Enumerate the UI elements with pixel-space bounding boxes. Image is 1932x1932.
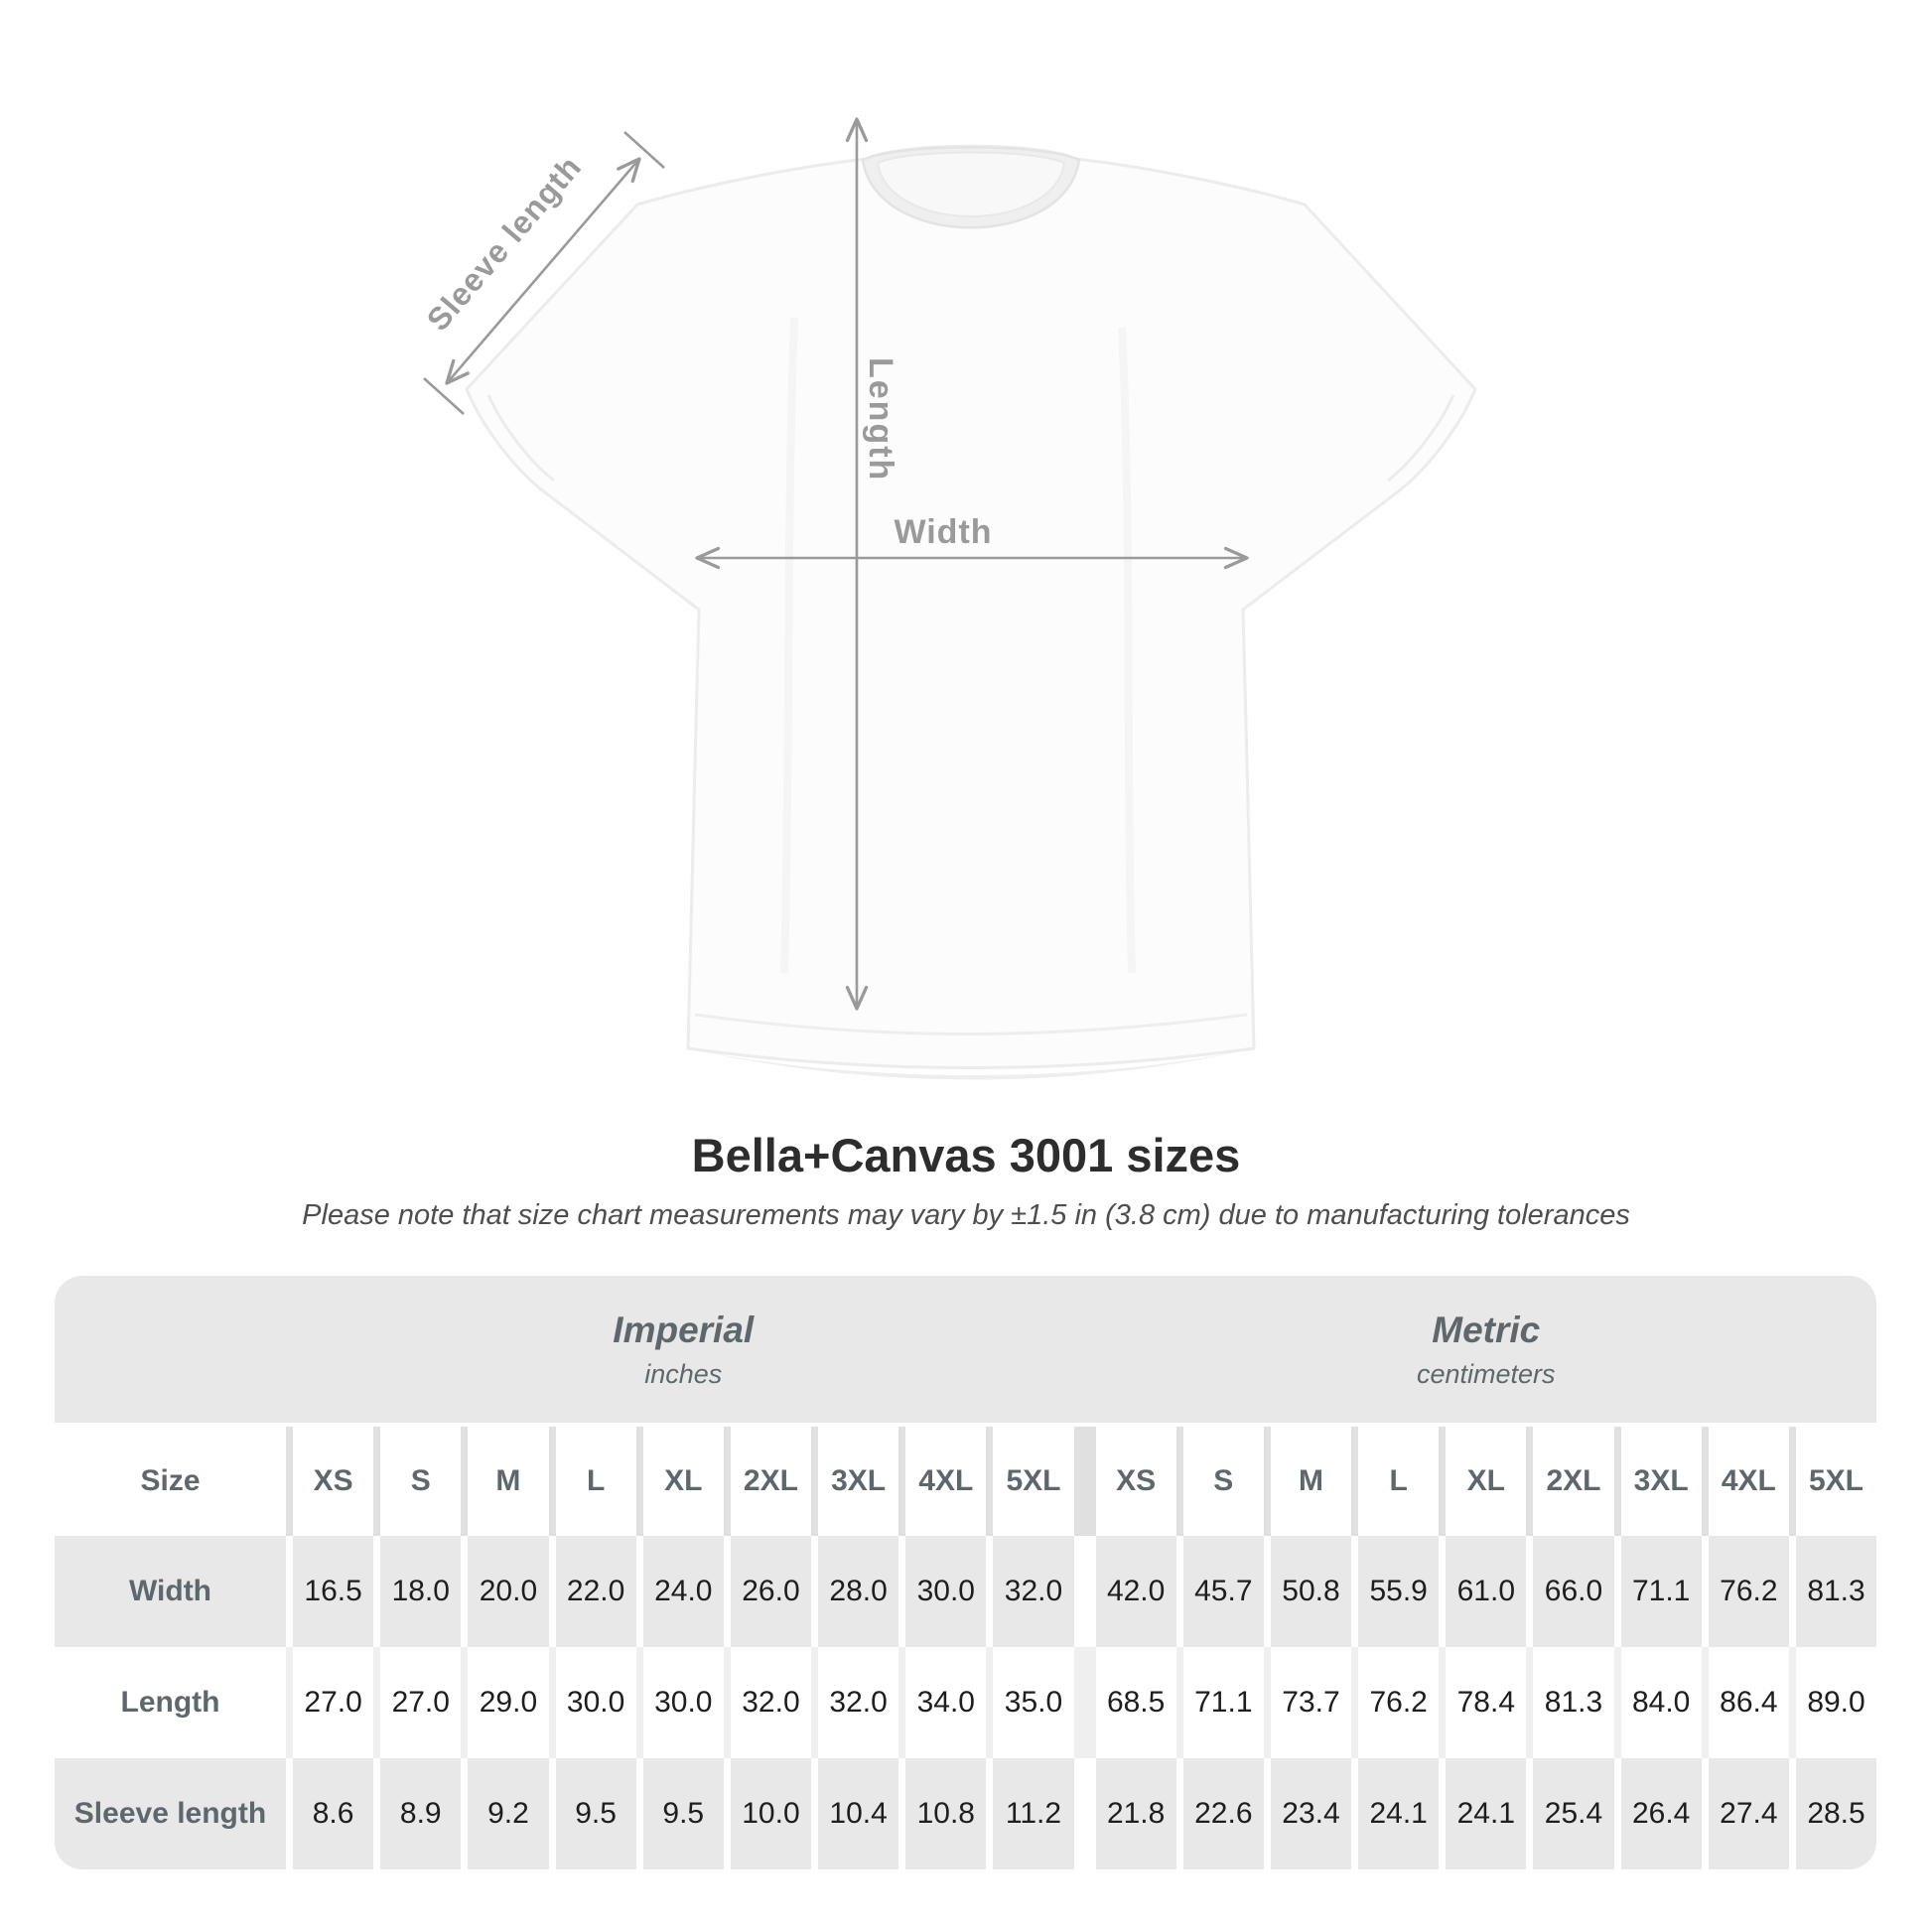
table-cell: 29.0 [468,1647,548,1758]
size-column-header: 4XL [905,1427,986,1536]
table-cell: 76.2 [1709,1536,1789,1647]
table-cell: 9.5 [556,1758,636,1869]
page-subtitle: Please note that size chart measurements may vary by ±1.5 in (3.8 cm) due to manufacturing tolerances [302,1199,1630,1231]
size-header-cell: Size [55,1427,286,1536]
table-cell: 32.0 [818,1647,898,1758]
table-cell: 22.6 [1183,1758,1264,1869]
table-cell: 16.5 [293,1536,373,1647]
table-cell: 89.0 [1796,1647,1876,1758]
table-cell: 27.0 [380,1647,461,1758]
imperial-unit: inches [644,1358,723,1389]
group-divider [1081,1647,1089,1758]
table-cell: 11.2 [993,1758,1073,1869]
table-cell: 30.0 [643,1647,724,1758]
table-cell: 27.0 [293,1647,373,1758]
table-cell: 20.0 [468,1536,548,1647]
size-column-header: 2XL [1533,1427,1613,1536]
table-cell: 24.1 [1358,1758,1439,1869]
size-column-header: 5XL [993,1427,1073,1536]
size-column-header: S [1183,1427,1264,1536]
table-cell: 22.0 [556,1536,636,1647]
imperial-header [293,1310,1074,1390]
row-label-length: Length [55,1647,286,1758]
table-cell: 78.4 [1446,1647,1526,1758]
table-cell: 10.0 [731,1758,811,1869]
size-column-header: L [556,1427,636,1536]
table-cell: 21.8 [1096,1758,1176,1869]
table-row-length [55,1647,1876,1758]
table-cell: 76.2 [1358,1647,1439,1758]
table-cell: 9.5 [643,1758,724,1869]
table-cell: 9.2 [468,1758,548,1869]
table-cell: 50.8 [1271,1536,1351,1647]
sleeve-length-label: Sleeve length [419,148,589,338]
size-column-header: 2XL [731,1427,811,1536]
table-cell: 28.5 [1796,1758,1876,1869]
table-cell: 32.0 [731,1647,811,1758]
table-cell: 71.1 [1183,1647,1264,1758]
size-column-header: XS [1096,1427,1176,1536]
table-row-width [55,1536,1876,1647]
table-cell: 30.0 [905,1536,986,1647]
table-cell: 25.4 [1533,1758,1613,1869]
table-cell: 81.3 [1533,1647,1613,1758]
table-cell: 32.0 [993,1536,1073,1647]
table-cell: 26.0 [731,1536,811,1647]
unit-header-row [55,1276,1876,1423]
size-column-header: M [1271,1427,1351,1536]
table-cell: 45.7 [1183,1536,1264,1647]
row-label-sleeve-length: Sleeve length [55,1758,286,1869]
size-column-header: S [380,1427,461,1536]
table-cell: 27.4 [1709,1758,1789,1869]
table-cell: 73.7 [1271,1647,1351,1758]
table-row-sleeve-length [55,1758,1876,1869]
metric-header [1096,1310,1877,1390]
size-column-header: XL [1446,1427,1526,1536]
table-cell: 34.0 [905,1647,986,1758]
size-column-header: XS [293,1427,373,1536]
metric-label: Metric [1432,1309,1541,1350]
table-cell: 24.1 [1446,1758,1526,1869]
unit-header-spacer [55,1276,286,1423]
table-cell: 71.1 [1621,1536,1702,1647]
size-column-header: 3XL [1621,1427,1702,1536]
table-cell: 24.0 [643,1536,724,1647]
table-cell: 18.0 [380,1536,461,1647]
metric-unit: centimeters [1416,1358,1556,1389]
table-cell: 42.0 [1096,1536,1176,1647]
table-cell: 8.6 [293,1758,373,1869]
table-cell: 66.0 [1533,1536,1613,1647]
table-cell: 86.4 [1709,1647,1789,1758]
table-cell: 35.0 [993,1647,1073,1758]
size-table [55,1276,1876,1869]
table-cell: 81.3 [1796,1536,1876,1647]
table-cell: 10.4 [818,1758,898,1869]
table-cell: 68.5 [1096,1647,1176,1758]
table-cell: 55.9 [1358,1536,1439,1647]
size-column-header: 3XL [818,1427,898,1536]
tshirt-illustration [467,146,1475,1079]
size-column-header: L [1358,1427,1439,1536]
group-divider [1081,1427,1089,1536]
table-cell: 10.8 [905,1758,986,1869]
size-header-row [55,1427,1876,1536]
table-cell: 84.0 [1621,1647,1702,1758]
size-column-header: M [468,1427,548,1536]
table-cell: 23.4 [1271,1758,1351,1869]
row-label-width: Width [55,1536,286,1647]
table-cell: 61.0 [1446,1536,1526,1647]
table-cell: 28.0 [818,1536,898,1647]
width-label: Width [894,513,993,551]
group-divider [1081,1276,1089,1423]
length-label: Length [862,357,899,483]
table-cell: 26.4 [1621,1758,1702,1869]
table-cell: 30.0 [556,1647,636,1758]
imperial-label: Imperial [613,1309,755,1350]
group-divider [1081,1758,1089,1869]
size-column-header: 5XL [1796,1427,1876,1536]
size-column-header: 4XL [1709,1427,1789,1536]
table-cell: 8.9 [380,1758,461,1869]
size-column-header: XL [643,1427,724,1536]
group-divider [1081,1536,1089,1647]
page-title: Bella+Canvas 3001 sizes [691,1129,1241,1181]
